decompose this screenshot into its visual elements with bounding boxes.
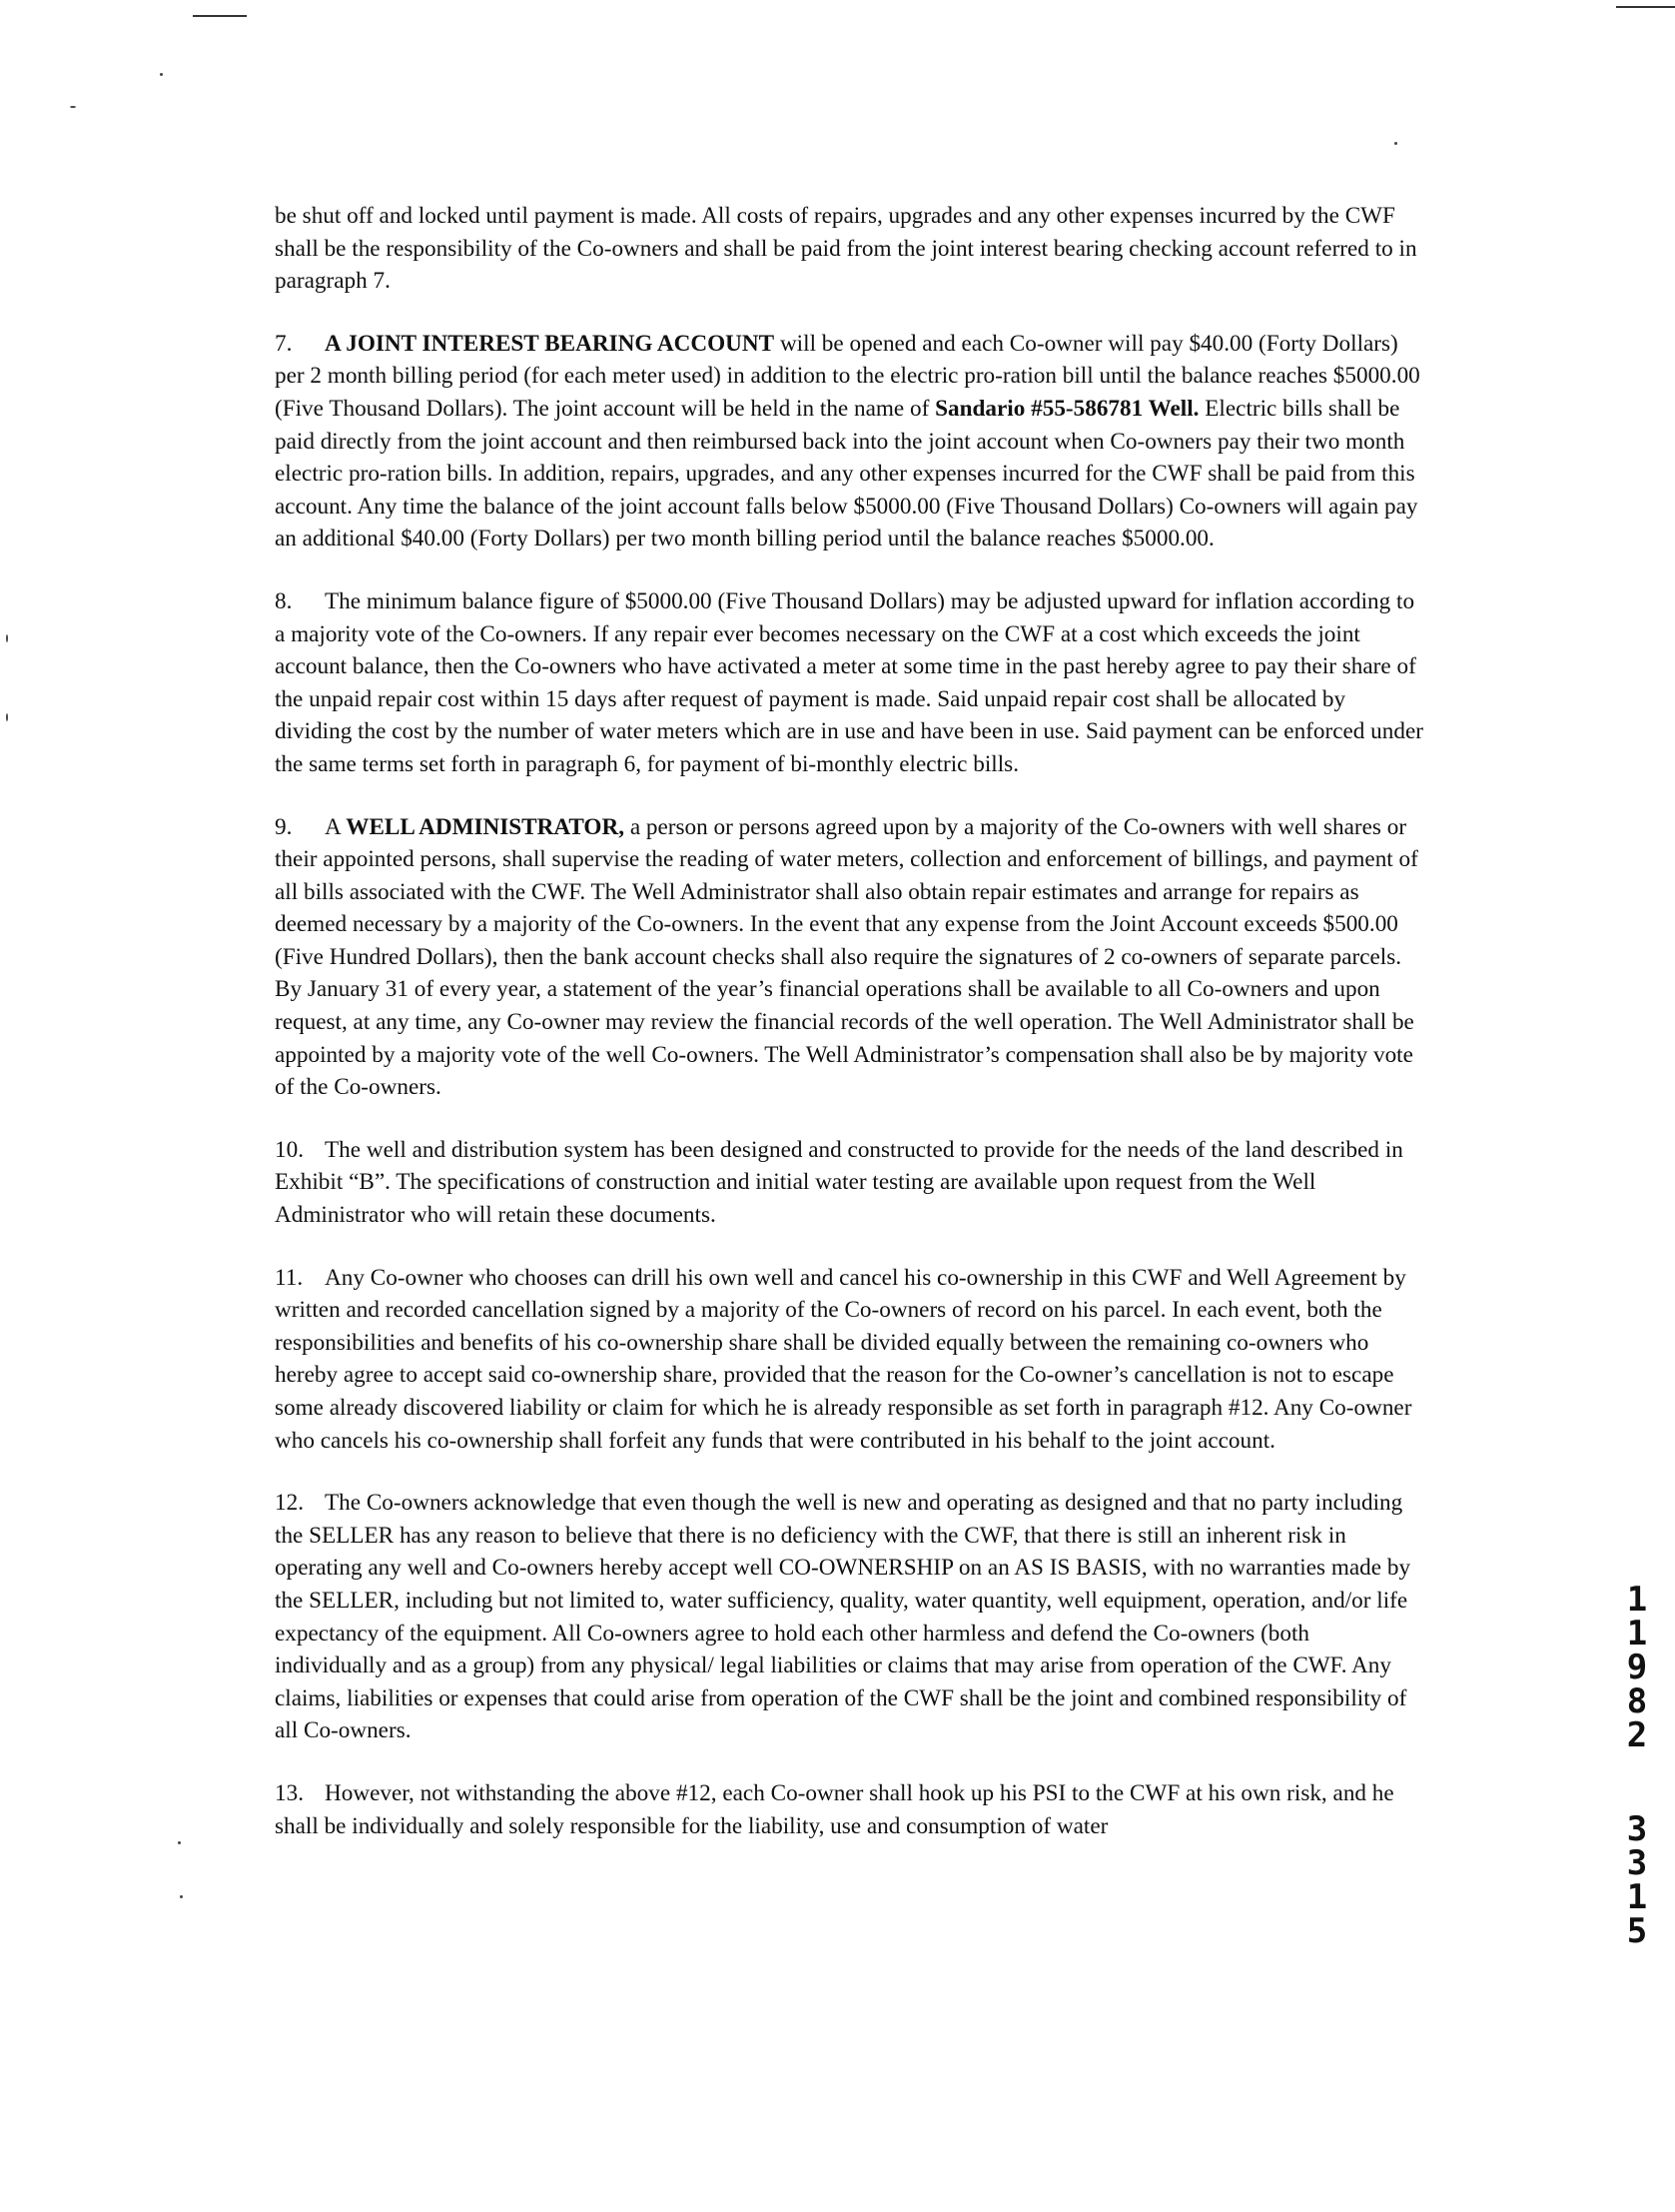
- document-body: [275, 200, 1423, 1872]
- recording-stamp: [1617, 1580, 1657, 1951]
- paragraph-text: be shut off and locked until payment is made. All costs of repairs, upgrades and any other expenses incurred by the CWF shall be the responsibility of the Co-owners and shall be paid from the joint interest bearing checking account referred to in paragraph 7.: [275, 203, 1417, 295]
- paragraph-7: [275, 328, 1423, 555]
- scan-mark: [193, 15, 247, 17]
- paragraph-number: 10.: [275, 1136, 304, 1163]
- stamp-digit: 9: [1626, 1648, 1648, 1687]
- paragraph-text: The minimum balance figure of $5000.00 (Five Thousand Dollars) may be adjusted upward for inflation according to a majority vote of the Co-owners. If any repair ever becomes necessary on the CWF at a cost which exceeds the joint account balance, then the Co-owners who have activated a meter at some time in the past hereby agree to pay their share of the unpaid repair cost within 15 days after request of payment is made. Said unpaid repair cost shall be allocated by dividing the cost by the number of water meters which are in use and have been in use. Said payment can be enforced under the same terms set forth in paragraph 6, for payment of bi-monthly electric bills.: [275, 587, 1423, 777]
- stamp-digit: 1: [1626, 1877, 1648, 1917]
- stamp-digit: 3: [1626, 1843, 1648, 1883]
- paragraph-10: [275, 1134, 1423, 1232]
- paragraph-text: A: [325, 813, 347, 840]
- stamp-digit: 3: [1626, 1809, 1648, 1849]
- stamp-digit: 8: [1626, 1681, 1648, 1721]
- scan-speck: [1394, 142, 1397, 145]
- paragraph-text: The Co-owners acknowledge that even though the well is new and operating as designed and that no party including the SELLER has any reason to believe that there is no deficiency with the CWF, that there is still an inherent risk in operating any well and Co-owners hereby accept well CO-OWNERSHIP on an AS IS BASIS, with no warranties made by the SELLER, including but not limited to, water sufficiency, quality, water quantity, well equipment, operation, and/or life expectancy of the equipment. All Co-owners agree to hold each other harmless and defend the Co-owners (both individually and as a group) from any physical/ legal liabilities or claims that may arise from operation of the CWF. Any claims, liabilities or expenses that could arise from operation of the CWF shall be the joint and combined responsibility of all Co-owners.: [275, 1490, 1411, 1744]
- scan-mark: [1616, 6, 1675, 8]
- paragraph-number: 11.: [275, 1264, 304, 1291]
- paragraph-text: However, not withstanding the above #12, each Co-owner shall hook up his PSI to the CWF at his own risk, and he shall be individually and solely responsible for the liability, use and consumption of water: [275, 1779, 1394, 1839]
- scan-speck: [178, 1841, 181, 1844]
- joint-account-heading: A JOINT INTEREST BEARING ACCOUNT: [325, 330, 775, 357]
- well-administrator-heading: WELL ADMINISTRATOR,: [346, 813, 625, 840]
- paragraph-text: will be opened and each Co-owner will pay $40.00 (Forty Dollars) per 2 month billing period (for each meter used) in addition to the electric pro-ration bill until the balance reaches $5000.00 (Five Thousand Dollars). The joint account will be held in the name of: [275, 330, 1420, 422]
- scan-speck: [180, 1895, 183, 1898]
- paragraph-number: 9.: [275, 813, 293, 840]
- paragraph-number: 12.: [275, 1490, 304, 1517]
- paragraph-number: 13.: [275, 1779, 304, 1806]
- stamp-digit: 1: [1626, 1614, 1648, 1654]
- paragraph-8: [275, 585, 1423, 781]
- paragraph-continuation: [275, 200, 1423, 298]
- stamp-digit: 1: [1626, 1580, 1648, 1620]
- paragraph-number: 8.: [275, 587, 293, 614]
- stamp-digit: 2: [1626, 1715, 1648, 1755]
- paragraph-number: 7.: [275, 330, 293, 357]
- stamp-gap: [1617, 1752, 1657, 1812]
- paragraph-13: [275, 1777, 1423, 1842]
- account-name: Sandario #55-586781 Well.: [935, 395, 1200, 422]
- paragraph-text: Electric bills shall be paid directly from the joint account and then reimbursed back into the joint account when Co-owners pay their two month electric pro-ration bills. In addition, repairs, upgrades, and any other expenses incurred for the CWF shall be paid from this account. Any time the balance of the joint account falls below $5000.00 (Five Thousand Dollars) Co-owners will again pay an additional $40.00 (Forty Dollars) per two month billing period until the balance reaches $5000.00.: [275, 395, 1418, 553]
- paragraph-text: Any Co-owner who chooses can drill his own well and cancel his co-ownership in this CWF and Well Agreement by written and recorded cancellation signed by a majority of the Co-owners of record on his parcel. In each event, both the responsibilities and benefits of his co-ownership share shall be divided equally between the remaining co-owners who hereby agree to accept said co-ownership share, provided that the reason for the Co-owner’s cancellation is not to escape some already discovered liability or claim for which he is already responsible as set forth in paragraph #12. Any Co-owner who cancels his co-ownership shall forfeit any funds that were contributed in his behalf to the joint account.: [275, 1264, 1412, 1454]
- scan-speck: [160, 73, 163, 76]
- scan-speck: [70, 106, 76, 108]
- paragraph-9: [275, 811, 1423, 1104]
- stamp-digit: 5: [1626, 1911, 1648, 1951]
- scan-speck: [6, 634, 8, 642]
- scan-speck: [6, 713, 8, 721]
- paragraph-text: a person or persons agreed upon by a majority of the Co-owners with well shares or their appointed persons, shall supervise the reading of water meters, collection and enforcement of billings, and payment of all bills associated with the CWF. The Well Administrator shall also obtain repair estimates and arrange for repairs as deemed necessary by a majority of the Co-owners. In the event that any expense from the Joint Account exceeds $500.00 (Five Hundred Dollars), then the bank account checks shall also require the signatures of 2 co-owners of separate parcels. By January 31 of every year, a statement of the year’s financial operations shall be available to all Co-owners and upon request, at any time, any Co-owner may review the financial records of the well operation. The Well Administrator shall be appointed by a majority vote of the well Co-owners. The Well Administrator’s compensation shall also be by majority vote of the Co-owners.: [275, 813, 1418, 1101]
- paragraph-text: The well and distribution system has been designed and constructed to provide for the needs of the land described in Exhibit “B”. The specifications of construction and initial water testing are available upon request from the Well Administrator who will retain these documents.: [275, 1136, 1403, 1229]
- paragraph-11: [275, 1262, 1423, 1458]
- paragraph-12: [275, 1487, 1423, 1747]
